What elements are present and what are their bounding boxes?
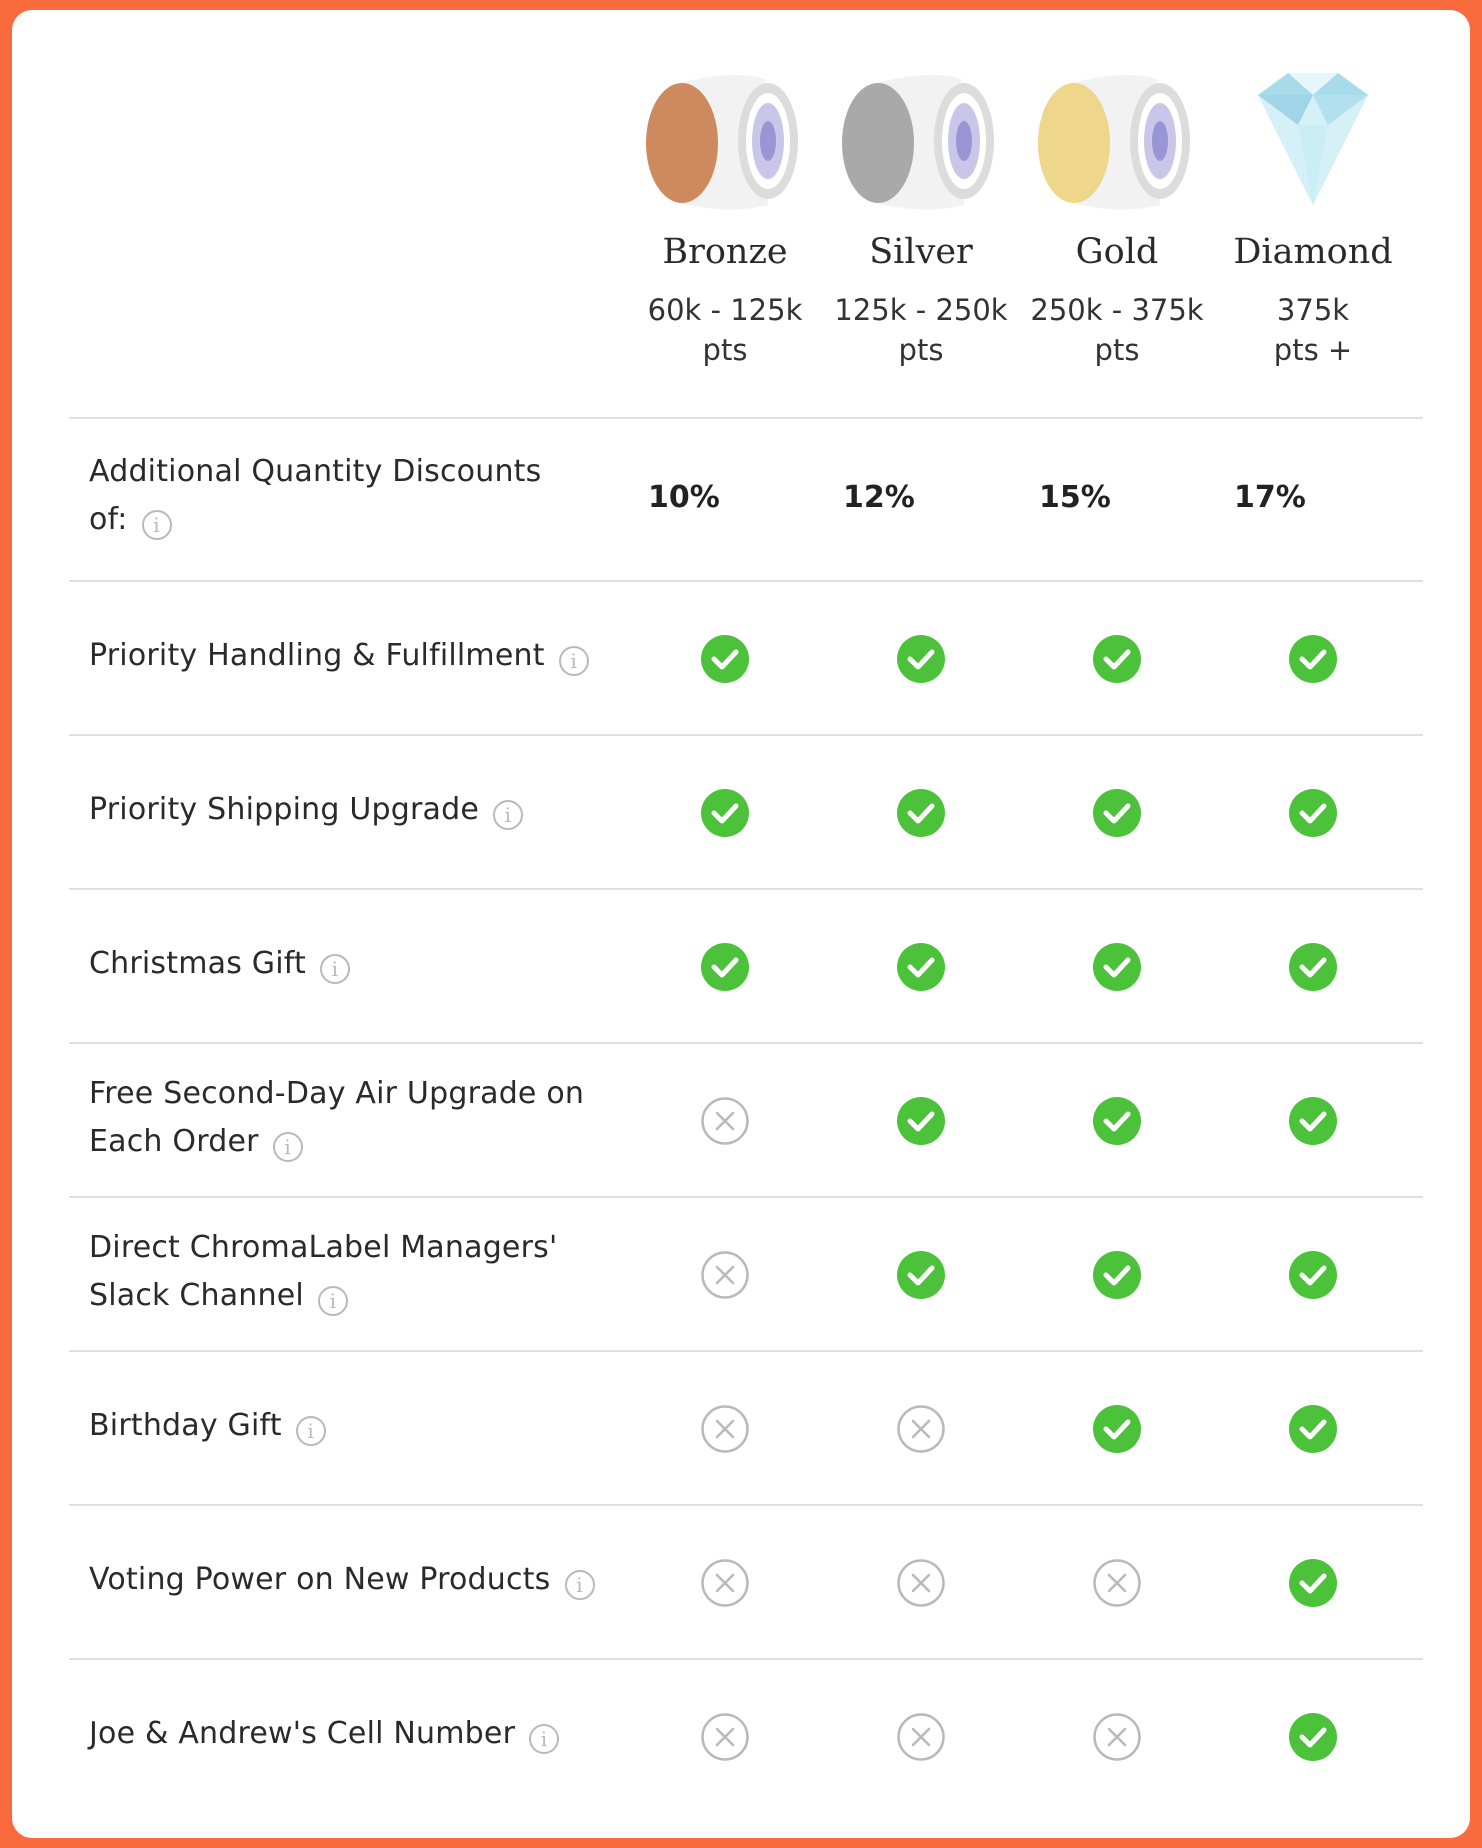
check-icon (1288, 1096, 1338, 1146)
check-icon (1092, 1096, 1142, 1146)
check-icon (896, 1250, 946, 1300)
check-icon (1288, 1712, 1338, 1762)
feature-label-line1: Voting Power on New Products (89, 1562, 551, 1597)
info-icon[interactable]: i (565, 1570, 595, 1600)
feature-label (89, 1556, 609, 1604)
cross-icon (700, 1404, 750, 1454)
feature-label (89, 940, 609, 988)
tier-column-bronze (630, 65, 820, 370)
feature-label-line1: Priority Handling & Fulfillment (89, 638, 545, 673)
discount-value-bronze: 10% (648, 480, 720, 515)
feature-label-line1: Christmas Gift (89, 946, 306, 981)
tier-comparison-card (12, 10, 1470, 1838)
discount-value-silver: 12% (843, 480, 915, 515)
discount-value-diamond: 17% (1234, 480, 1306, 515)
row-divider (69, 1504, 1423, 1506)
tier-column-diamond (1218, 65, 1408, 370)
bronze-label-roll-image (640, 65, 810, 215)
cross-icon (896, 1558, 946, 1608)
tier-name: Bronze (662, 232, 788, 272)
check-icon (1288, 788, 1338, 838)
check-icon (1288, 1250, 1338, 1300)
check-icon (700, 634, 750, 684)
row-divider (69, 580, 1423, 582)
tier-name: Diamond (1233, 232, 1393, 272)
check-icon (1288, 634, 1338, 684)
check-icon (1092, 1250, 1142, 1300)
feature-label-line1: Joe & Andrew's Cell Number (89, 1716, 516, 1751)
row-divider (69, 1350, 1423, 1352)
feature-label (89, 1070, 609, 1166)
feature-label (89, 632, 609, 680)
check-icon (896, 942, 946, 992)
check-icon (896, 634, 946, 684)
tier-column-gold (1022, 65, 1212, 370)
cross-icon (1092, 1712, 1142, 1762)
check-icon (1092, 1404, 1142, 1454)
cross-icon (700, 1096, 750, 1146)
info-icon[interactable]: i (296, 1416, 326, 1446)
cross-icon (896, 1712, 946, 1762)
feature-label (89, 1710, 609, 1758)
info-icon[interactable]: i (529, 1724, 559, 1754)
tier-points-range-line2: pts (702, 332, 748, 367)
info-icon[interactable]: i (273, 1132, 303, 1162)
row-divider (69, 888, 1423, 890)
discount-value-gold: 15% (1039, 480, 1111, 515)
feature-label (89, 1224, 609, 1320)
silver-label-roll-image (836, 65, 1006, 215)
info-icon[interactable]: i (559, 646, 589, 676)
info-icon[interactable]: i (318, 1286, 348, 1316)
check-icon (1288, 1558, 1338, 1608)
check-icon (700, 788, 750, 838)
check-icon (896, 788, 946, 838)
cross-icon (700, 1558, 750, 1608)
cross-icon (1092, 1558, 1142, 1608)
tier-points-range-line2: pts (898, 332, 944, 367)
tier-points-range (826, 290, 1016, 370)
feature-label-line1: Birthday Gift (89, 1408, 282, 1443)
check-icon (1288, 1404, 1338, 1454)
feature-label-line2: Each Order (89, 1124, 259, 1159)
check-icon (896, 1096, 946, 1146)
feature-label-line1: Priority Shipping Upgrade (89, 792, 479, 827)
tier-column-silver (826, 65, 1016, 370)
row-divider (69, 1658, 1423, 1660)
check-icon (1092, 788, 1142, 838)
tier-points-range-line1: 375k (1276, 292, 1350, 327)
tier-name: Gold (1075, 232, 1159, 272)
cross-icon (700, 1712, 750, 1762)
info-icon[interactable]: i (320, 954, 350, 984)
tier-points-range (1022, 290, 1212, 370)
row-divider (69, 1042, 1423, 1044)
feature-label-line1: Free Second-Day Air Upgrade on (89, 1076, 585, 1111)
check-icon (1092, 942, 1142, 992)
row-divider (69, 1196, 1423, 1198)
info-icon[interactable]: i (493, 800, 523, 830)
tier-points-range-line1: 125k - 250k (834, 292, 1008, 327)
cross-icon (700, 1250, 750, 1300)
tier-points-range (630, 290, 820, 370)
feature-label (89, 786, 609, 834)
check-icon (1288, 942, 1338, 992)
tier-points-range-line1: 60k - 125k (647, 292, 803, 327)
check-icon (1092, 634, 1142, 684)
row-divider (69, 417, 1423, 419)
feature-label-line2: Slack Channel (89, 1278, 304, 1313)
gold-label-roll-image (1032, 65, 1202, 215)
tier-points-range (1218, 290, 1408, 370)
feature-label-line1: Direct ChromaLabel Managers' (89, 1230, 558, 1265)
check-icon (700, 942, 750, 992)
tier-name: Silver (869, 232, 973, 272)
diamond-image (1228, 65, 1398, 215)
tier-points-range-line2: pts (1094, 332, 1140, 367)
info-icon[interactable]: i (142, 510, 172, 540)
tier-points-range-line1: 250k - 375k (1030, 292, 1204, 327)
row-divider (69, 734, 1423, 736)
discount-row-label (89, 448, 609, 544)
discount-label-line1: Additional Quantity Discounts (89, 454, 542, 489)
tier-points-range-line2: pts + (1273, 332, 1353, 367)
discount-label-line2: of: (89, 502, 128, 537)
feature-label (89, 1402, 609, 1450)
cross-icon (896, 1404, 946, 1454)
